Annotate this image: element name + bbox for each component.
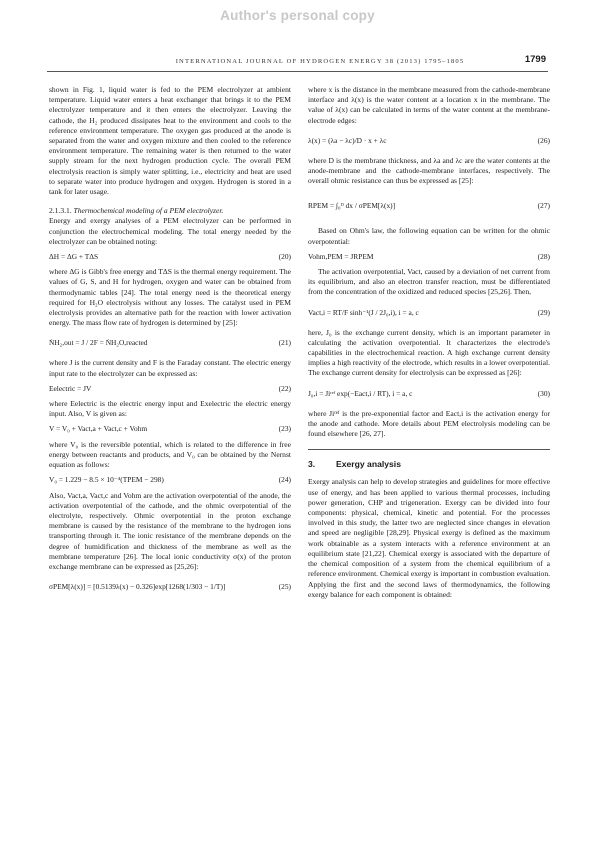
paragraph: where J is the current density and F is the Faraday constant. The electric energy input rate to the electrolyzer can be expressed as: (49, 358, 291, 378)
paragraph: where V₀ is the reversible potential, which is related to the difference in free energy between reactants and products, and V₀ can be obtained by the Nernst equation as follows: (49, 439, 291, 470)
equation-24 (49, 475, 291, 485)
equation-number: (25) (278, 582, 291, 592)
equation-26 (308, 131, 550, 151)
page-number: 1799 (524, 54, 546, 65)
paragraph: Energy and exergy analyses of a PEM electrolyzer can be performed in conjunction the electrochemical modeling. The total energy needed by the electrolyzer can be obtained noting: (49, 216, 291, 246)
equation-body: ṄH₂,out = J / 2F = ṄH₂O,reacted (49, 338, 148, 348)
equation-23 (49, 424, 291, 434)
paragraph: Based on Ohm's law, the following equation can be written for the ohmic overpotential: (308, 226, 550, 246)
left-column (49, 85, 291, 602)
equation-body: Eelectric = JV (49, 383, 92, 393)
equation-body: J₀,i = Jiʳᵉᶠ exp(−Eact,i / RT), i = a, c (308, 388, 413, 398)
paragraph: where Eelectric is the electric energy input and Exelectric the electric energy input. Also, V is given as: (49, 399, 291, 419)
paragraph: here, J₀ is the exchange current density, which is an important parameter in calculating the activation overpotential. It characterizes the electrode's capabilities in the electrochemical reaction. A high exchange current density implies a high reactivity of the electrode, which results in a lower overpotential. The exchange current density for electrolysis can be expressed as [26]: (308, 327, 550, 378)
equation-body: V = V₀ + Vact,a + Vact,c + Vohm (49, 424, 148, 434)
section-number: 3. (308, 459, 316, 470)
equation-number: (22) (278, 383, 291, 393)
subsection-heading (49, 206, 291, 216)
paragraph: where x is the distance in the membrane measured from the cathode-membrane interface and λ(x) is the water content at a location x in the membrane. The value of λ(x) can be calculated in terms of the water content at the membrane-electrode edges: (308, 85, 550, 125)
equation-number: (20) (278, 252, 291, 262)
equation-number: (23) (278, 424, 291, 434)
paragraph: where Jiʳᵉᶠ is the pre-exponential factor and Eact,i is the activation energy for the anode and cathode. More details about PEM electrolysis modeling can be found elsewhere [26, 27]. (308, 408, 550, 439)
equation-number: (28) (537, 251, 550, 261)
equation-body: λ(x) = (λa − λc)/D · x + λc (308, 135, 387, 145)
equation-21 (49, 333, 291, 353)
equation-number: (24) (278, 475, 291, 485)
equation-25 (49, 577, 291, 597)
paragraph: where D is the membrane thickness, and λa and λc are the water contents at the anode-membrane and the cathode-membrane interfaces, respectively. The overall ohmic resistance can thus be expressed as [25]: (308, 155, 550, 186)
equation-body: σPEM[λ(x)] = [0.5139λ(x) − 0.326]exp[1268(1/303 − 1/T)] (49, 582, 226, 592)
equation-number: (21) (278, 338, 291, 348)
paragraph: shown in Fig. 1, liquid water is fed to the PEM electrolyzer at ambient temperature. Liquid water enters a heat exchanger that brings it to the PEM electrolyzer temperature and it then enters the electrolyzer. Leaving the cathode, the H₂ produced dissipates heat to the environment and cools to the reference environment temperature. The oxygen gas produced at the anode is separated from the water and oxygen mixture and then cooled to the reference environment temperature. The remaining water is then returned to the water supply stream for the next hydrogen production cycle. The overall PEM electrolysis reaction is simply water splitting, i.e., electricity and heat are used to separate water into produce hydrogen and oxygen. Hydrogen is stored in a tank for later usage. (49, 85, 291, 197)
paragraph: Also, Vact,a, Vact,c and Vohm are the activation overpotential of the anode, the activation overpotential of the cathode, and the ohmic overpotential of the electrolyte, respectively. Ohmic overpotential in the proton exchange membrane is caused by the resistance of the membrane to the hydrogen ions transporting through it. The ionic resistance of the membrane depends on the degree of humidification and thickness of the membrane as well as the membrane temperature [26]. The local ionic conductivity σ(x) of the proton exchange membrane can be expressed as [25,26]: (49, 490, 291, 571)
paragraph: where ΔG is Gibb's free energy and TΔS is the thermal energy requirement. The values of G, S, and H for hydrogen, oxygen and water can be obtained from thermodynamic tables [24]. The total energy need is the theoretical energy required for H₂O electrolysis without any losses. The catalyst used in PEM electrolysis provides an alternative path for the reaction with lower activation energy. The mass flow rate of hydrogen is determined by [25]: (49, 267, 291, 328)
running-head: INTERNATIONAL JOURNAL OF HYDROGEN ENERGY 38 (2013) 1795–1805 (175, 58, 465, 65)
header-rule (47, 71, 548, 72)
equation-number: (26) (537, 135, 550, 145)
equation-28 (308, 252, 550, 262)
equation-body: V₀ = 1.229 − 8.5 × 10⁻⁴(TPEM − 298) (49, 475, 164, 485)
equation-30 (308, 384, 550, 404)
equation-29 (308, 303, 550, 323)
equation-22 (49, 384, 291, 394)
watermark: Author's personal copy (220, 8, 375, 23)
equation-20 (49, 252, 291, 262)
paragraph: The activation overpotential, Vact, caused by a deviation of net current from its equilibrium, and also an electron transfer reaction, must be differentiated from the concentration of the oxidized and reduced species [25,26]. Then, (308, 267, 550, 297)
equation-body: Vact,i = RT/F sinh⁻¹(J / 2J₀,i), i = a, c (308, 307, 419, 317)
equation-27 (308, 191, 550, 221)
equation-number: (27) (537, 201, 550, 211)
equation-body: ΔH = ΔG + TΔS (49, 252, 99, 262)
subsection-number: 2.1.3.1. (49, 206, 72, 216)
equation-number: (29) (537, 307, 550, 317)
paragraph: Exergy analysis can help to develop strategies and guidelines for more effective use of energy, and has been applied to various thermal processes, including power generation, CHP and trigeneration. Exergy can be divided into four components: physical, chemical, kinetic and potential. For the processes involved in this study, the latter two are neglected since changes in elevation and speed are negligible [28,29]. Physical exergy is defined as the maximum work obtainable as a system interacts with a reference environment at an equilibrium state [21,22]. Chemical exergy is associated with the departure of the chemical composition of a system from the chemical equilibrium of a reference environment. Chemical exergy is important in combustion evaluation. Applying the first and the second laws of thermodynamics, the following exergy balance for each component is obtained: (308, 477, 550, 599)
equation-body: RPEM = ∫₀ᴰ dx / σPEM[λ(x)] (308, 201, 396, 211)
section-title: Exergy analysis (336, 459, 401, 470)
equation-body: Vohm,PEM = JRPEM (308, 251, 374, 261)
equation-number: (30) (537, 388, 550, 398)
right-column (308, 85, 550, 600)
section-heading (308, 449, 550, 469)
subsection-title: Thermochemical modeling of a PEM electrolyzer. (73, 206, 224, 216)
